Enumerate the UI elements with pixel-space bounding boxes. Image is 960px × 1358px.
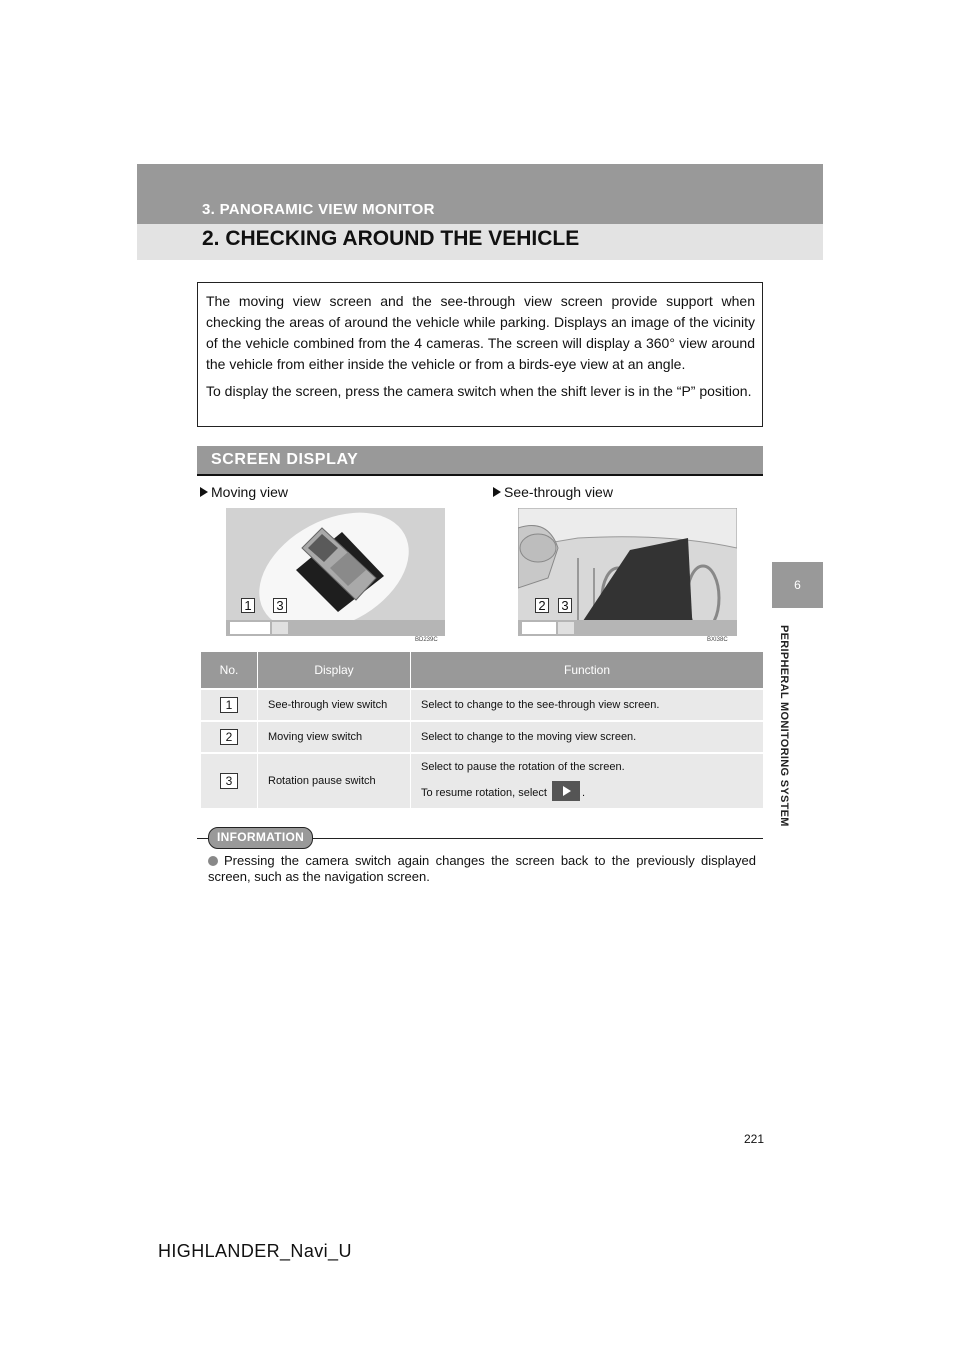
table-row <box>201 720 763 752</box>
chapter-tab <box>772 562 823 608</box>
callout-3: 3 <box>273 598 287 613</box>
information-text <box>208 853 756 885</box>
information-text-body: Pressing the camera switch again changes the screen back to the previously displayed screen, such as the navigation screen. <box>208 853 756 884</box>
display-cell: Rotation pause switch <box>258 752 411 808</box>
chapter-number: 6 <box>794 578 801 592</box>
image-code: BXI38C <box>707 637 728 643</box>
display-cell: See-through view switch <box>258 688 411 720</box>
triangle-bullet-icon <box>200 487 208 497</box>
moving-view-caption <box>200 484 288 500</box>
resume-play-icon <box>552 781 580 801</box>
information-label: INFORMATION <box>208 827 313 849</box>
callout-1: 1 <box>241 598 255 613</box>
screen-display-heading-text: SCREEN DISPLAY <box>211 451 359 468</box>
moving-view-caption-text: Moving view <box>211 484 289 500</box>
function-cell: Select to change to the moving view screen. <box>411 720 763 752</box>
row-number-badge: 2 <box>220 729 238 745</box>
intro-paragraph: The moving view screen and the see-through view screen provide support when checking the areas of around the vehicle while parking. Displays an image of the vicinity of the vehicle combined from the 4 cameras. The screen will display a 360° view around the vehicle from either inside the vehicle or from a birds-eye view at an angle. <box>206 293 755 372</box>
function-line: Select to pause the rotation of the screen. <box>421 761 625 773</box>
page-number: 221 <box>744 1132 765 1146</box>
moving-view-illustration <box>226 508 445 636</box>
see-through-view-caption-text: See-through view <box>504 484 613 500</box>
table-header-row <box>201 652 763 688</box>
column-header: No. <box>201 652 258 688</box>
intro-box <box>197 282 763 427</box>
column-header: Display <box>258 652 411 688</box>
page-title: 2. CHECKING AROUND THE VEHICLE <box>202 227 580 250</box>
display-cell: Moving view switch <box>258 720 411 752</box>
see-through-view-image <box>518 508 737 636</box>
function-cell <box>411 752 763 808</box>
callout-3: 3 <box>558 598 572 613</box>
moving-view-image <box>226 508 445 636</box>
document-footer: HIGHLANDER_Navi_U <box>158 1241 352 1261</box>
see-through-view-illustration <box>518 508 737 636</box>
function-line-text: To resume rotation, select <box>421 787 547 799</box>
function-cell: Select to change to the see-through view screen. <box>411 688 763 720</box>
callout-2: 2 <box>535 598 549 613</box>
column-header: Function <box>411 652 763 688</box>
function-table <box>201 652 763 808</box>
intro-paragraph: To display the screen, press the camera switch when the shift lever is in the “P” position. <box>206 383 752 399</box>
screen-display-heading <box>197 446 763 476</box>
table-row <box>201 688 763 720</box>
chapter-label: PERIPHERAL MONITORING SYSTEM <box>778 625 790 827</box>
function-line <box>421 781 763 801</box>
section-heading: 3. PANORAMIC VIEW MONITOR <box>202 201 435 218</box>
function-line-end: . <box>582 787 586 799</box>
table-row <box>201 752 763 808</box>
image-code: BD239C <box>415 637 438 643</box>
bullet-icon <box>208 856 218 866</box>
triangle-bullet-icon <box>493 487 501 497</box>
row-number-badge: 3 <box>220 773 238 789</box>
see-through-view-caption <box>493 484 613 500</box>
row-number-badge: 1 <box>220 697 238 713</box>
